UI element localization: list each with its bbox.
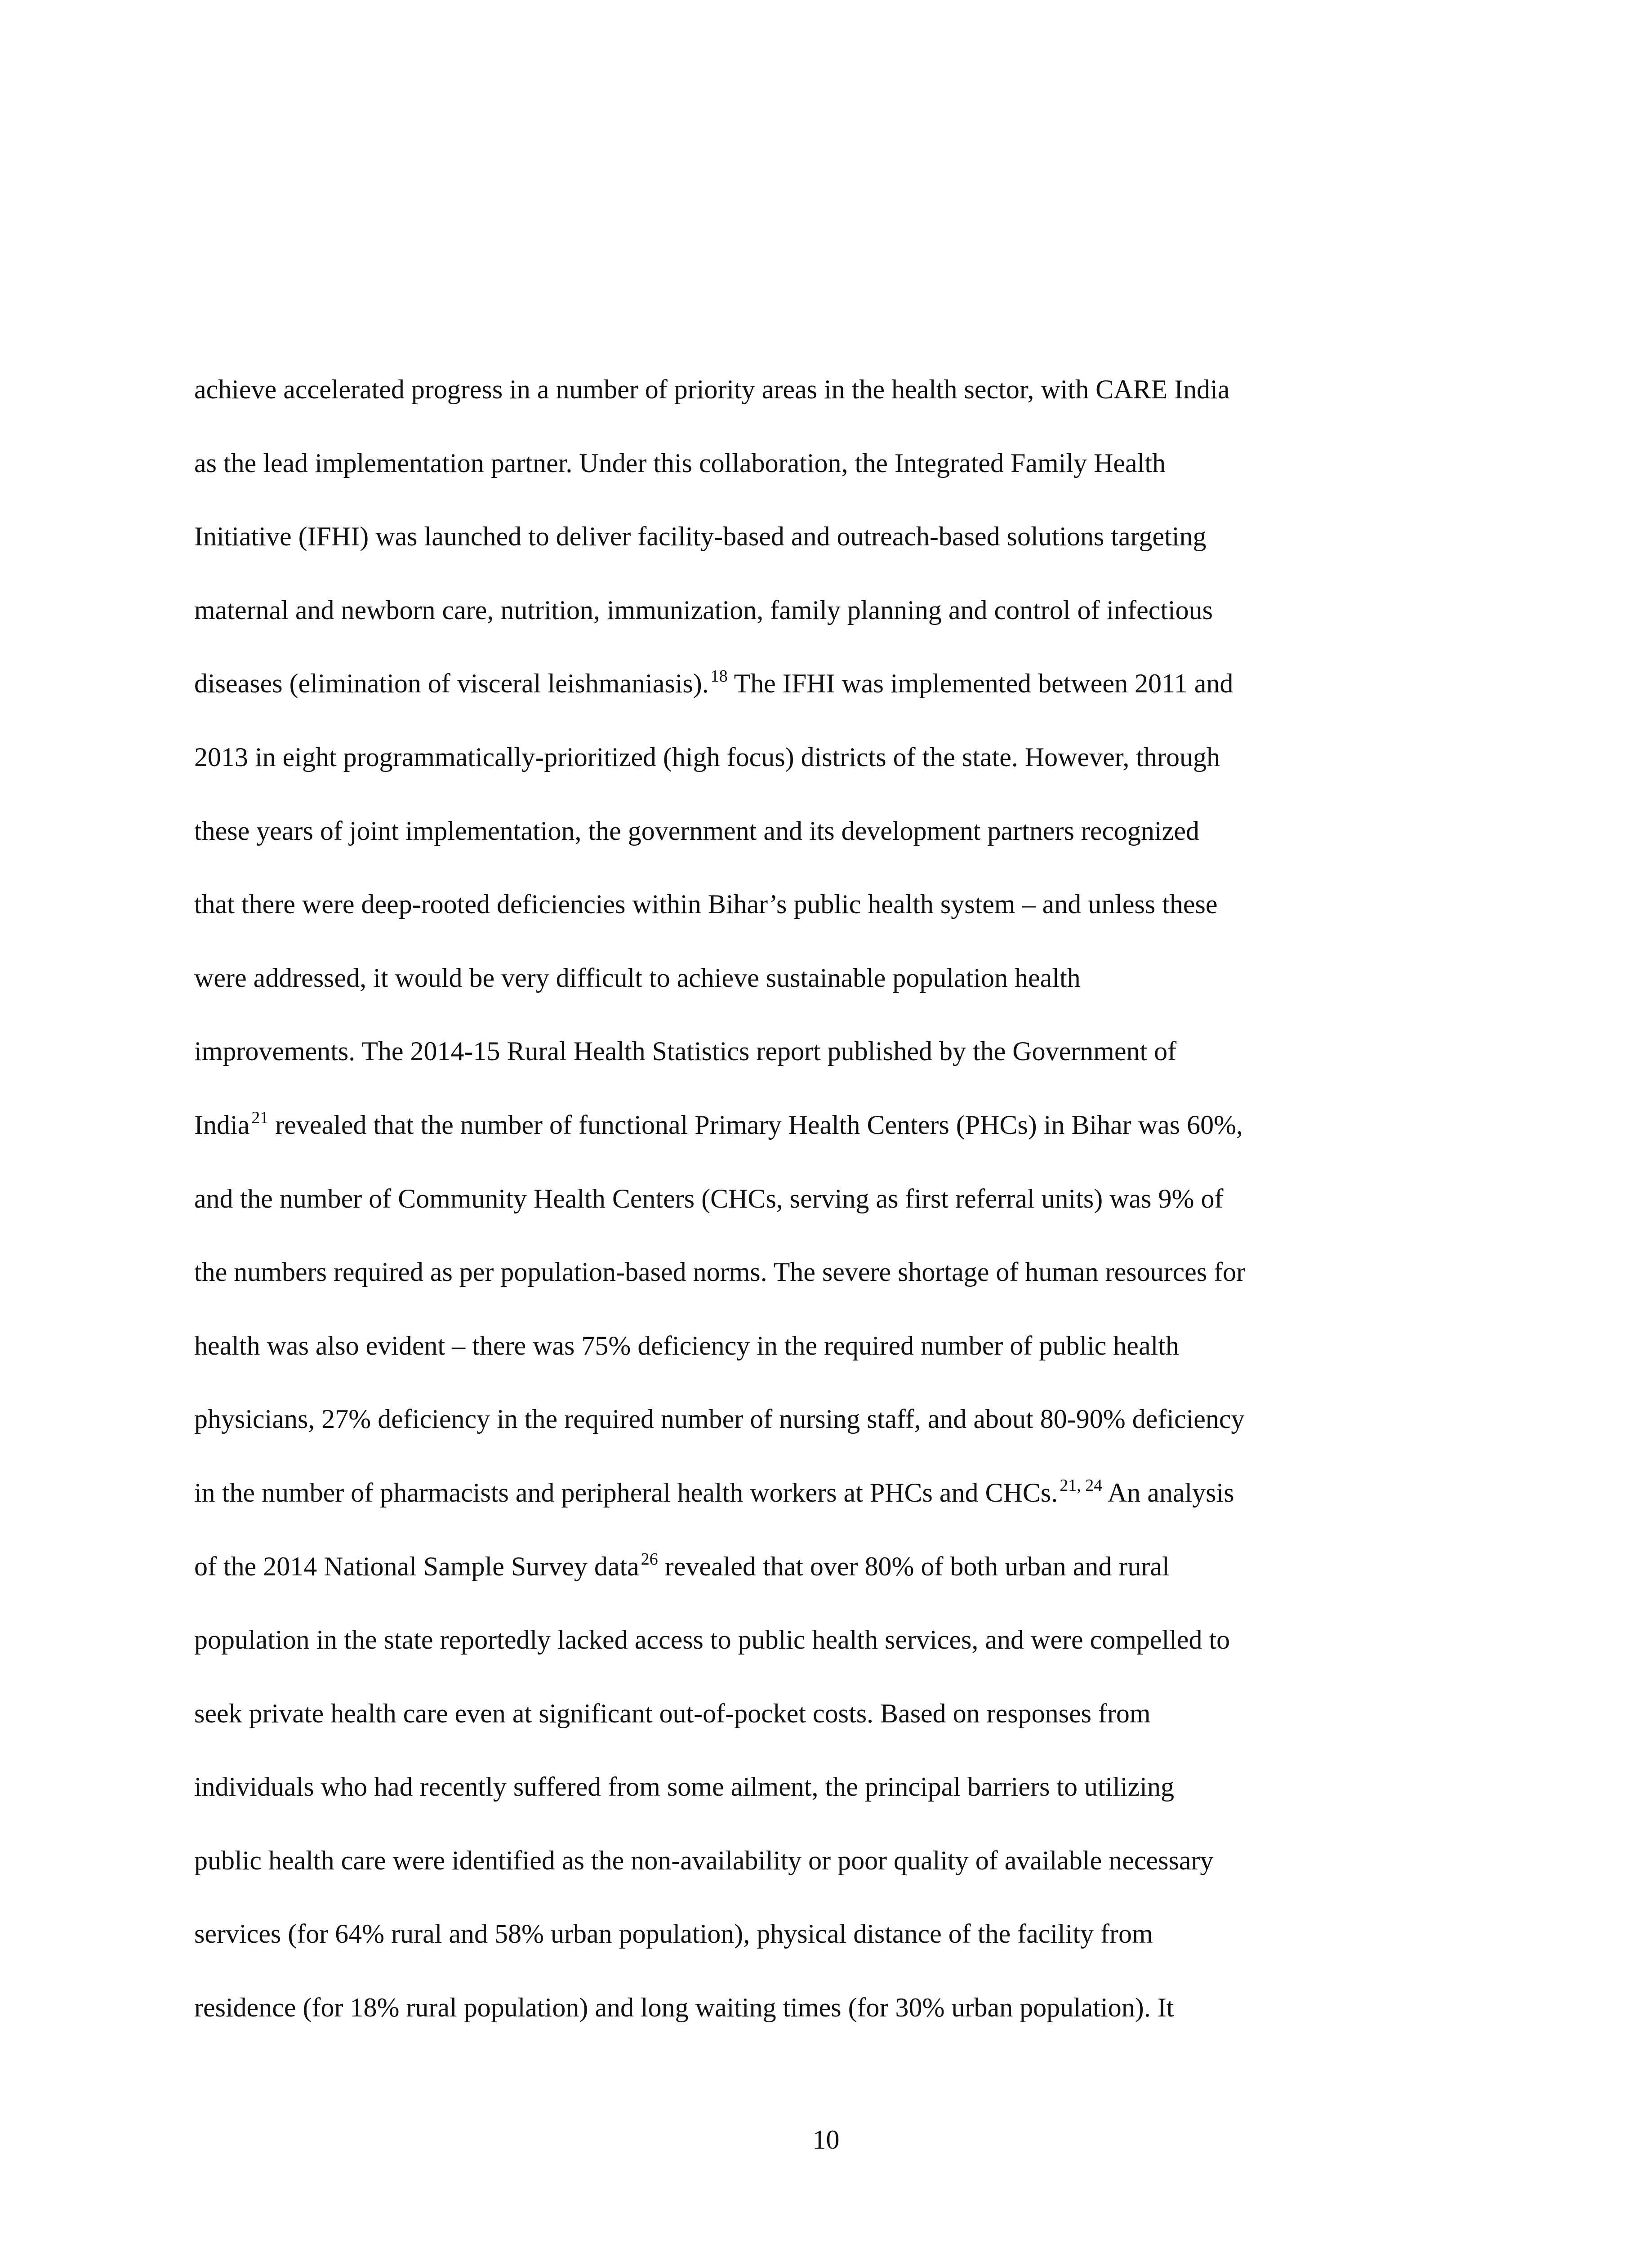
text-segment: The IFHI was implemented between 2011 and — [727, 669, 1233, 699]
citation-superscript: 21 — [251, 1108, 269, 1127]
text-line-8: that there were deep-rooted deficiencies within Bihar’s public health system – and unless these — [194, 889, 1218, 919]
text-line-21: public health care were identified as the non-availability or poor quality of available necessary — [194, 1845, 1214, 1875]
text-line-17 — [194, 1530, 1453, 1604]
text-segment: in the number of pharmacists and peripheral health workers at PHCs and CHCs. — [194, 1477, 1058, 1508]
text-line-16 — [194, 1456, 1453, 1530]
text-segment: revealed that the number of functional Primary Health Centers (PHCs) in Bihar was 60%, — [268, 1110, 1243, 1140]
citation-superscript: 21, 24 — [1060, 1476, 1103, 1495]
text-line-18: population in the state reportedly lacked access to public health services, and were compelled to — [194, 1625, 1230, 1655]
text-line-19: seek private health care even at significant out-of-pocket costs. Based on responses from — [194, 1698, 1151, 1728]
text-line-22: services (for 64% rural and 58% urban population), physical distance of the facility from — [194, 1919, 1153, 1949]
text-line-6: 2013 in eight programmatically-prioritized (high focus) districts of the state. However, through — [194, 742, 1220, 772]
text-line-20: individuals who had recently suffered from some ailment, the principal barriers to utilizing — [194, 1772, 1174, 1802]
page-number: 10 — [812, 2125, 840, 2154]
text-segment: An analysis — [1102, 1477, 1234, 1508]
text-line-11 — [194, 1088, 1453, 1162]
citation-superscript: 18 — [710, 667, 728, 686]
citation-superscript: 26 — [641, 1549, 658, 1569]
text-line-3: Initiative (IFHI) was launched to deliver facility-based and outreach-based solutions targeting — [194, 522, 1207, 552]
text-line-5 — [194, 647, 1453, 721]
text-line-14: health was also evident – there was 75% deficiency in the required number of public health — [194, 1330, 1179, 1360]
text-segment: India — [194, 1110, 250, 1140]
text-line-12: and the number of Community Health Centers (CHCs, serving as first referral units) was 9% of — [194, 1183, 1224, 1213]
text-line-15: physicians, 27% deficiency in the required number of nursing staff, and about 80-90% deficiency — [194, 1404, 1245, 1434]
text-segment: diseases (elimination of visceral leishmaniasis). — [194, 669, 709, 699]
body-paragraph — [194, 353, 1453, 2045]
text-line-4: maternal and newborn care, nutrition, immunization, family planning and control of infectious — [194, 595, 1213, 625]
text-segment: revealed that over 80% of both urban and rural — [658, 1551, 1170, 1581]
text-segment: of the 2014 National Sample Survey data — [194, 1551, 639, 1581]
text-line-7: these years of joint implementation, the government and its development partners recognized — [194, 816, 1199, 846]
text-line-9: were addressed, it would be very difficult to achieve sustainable population health — [194, 963, 1081, 993]
text-line-1: achieve accelerated progress in a number of priority areas in the health sector, with CARE India — [194, 375, 1230, 404]
text-line-23: residence (for 18% rural population) and long waiting times (for 30% urban population). It — [194, 1993, 1174, 2023]
text-line-10: improvements. The 2014-15 Rural Health Statistics report published by the Government of — [194, 1036, 1177, 1066]
text-line-13: the numbers required as per population-based norms. The severe shortage of human resources for — [194, 1257, 1246, 1287]
text-line-2: as the lead implementation partner. Under this collaboration, the Integrated Family Health — [194, 448, 1166, 478]
